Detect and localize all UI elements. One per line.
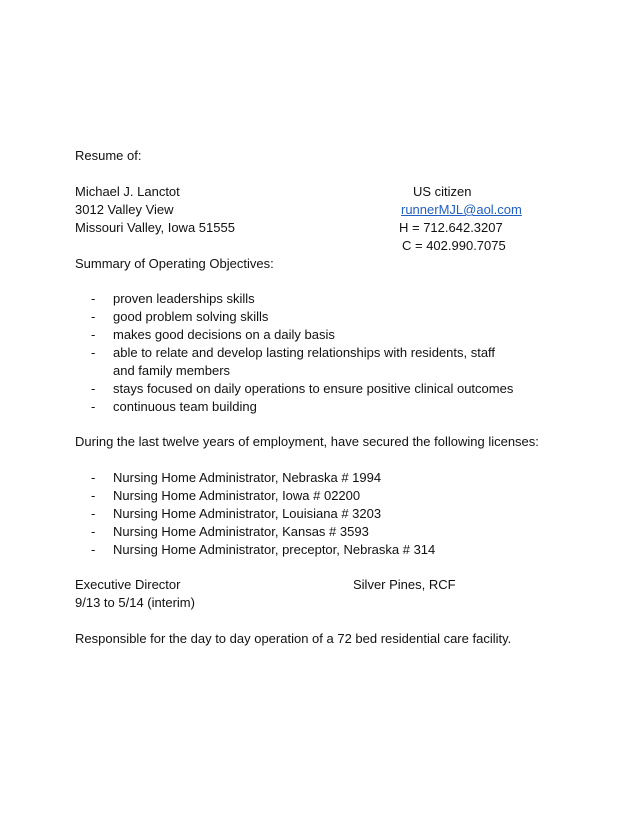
- address-line-1: 3012 Valley View: [75, 202, 174, 217]
- address-line-2: Missouri Valley, Iowa 51555: [75, 220, 235, 235]
- objective-item: proven leaderships skills: [113, 291, 255, 306]
- bullet-dash: -: [91, 506, 96, 521]
- bullet-dash: -: [91, 309, 96, 324]
- bullet-dash: -: [91, 399, 96, 414]
- license-item: Nursing Home Administrator, Louisiana # 3203: [113, 506, 382, 521]
- objective-item: makes good decisions on a daily basis: [113, 327, 335, 342]
- bullet-dash: -: [91, 381, 96, 396]
- job-title: Executive Director: [75, 577, 181, 592]
- email-link[interactable]: runnerMJL@aol.com: [401, 202, 522, 217]
- objective-item: able to relate and develop lasting relationships with residents, staff: [113, 345, 496, 360]
- objective-item: good problem solving skills: [113, 309, 269, 324]
- license-item: Nursing Home Administrator, Kansas # 3593: [113, 524, 369, 539]
- license-item: Nursing Home Administrator, Iowa # 02200: [113, 488, 361, 503]
- bullet-dash: -: [91, 291, 96, 306]
- objective-item-continuation: and family members: [113, 363, 231, 378]
- bullet-dash: -: [91, 470, 96, 485]
- applicant-name: Michael J. Lanctot: [75, 184, 180, 199]
- home-phone: H = 712.642.3207: [399, 220, 503, 235]
- summary-heading: Summary of Operating Objectives:: [75, 256, 274, 271]
- license-item: Nursing Home Administrator, preceptor, Nebraska # 314: [113, 542, 436, 557]
- cell-phone: C = 402.990.7075: [402, 238, 506, 253]
- citizenship-text: US citizen: [413, 184, 472, 199]
- bullet-dash: -: [91, 524, 96, 539]
- job-dates: 9/13 to 5/14 (interim): [75, 595, 195, 610]
- license-item: Nursing Home Administrator, Nebraska # 1994: [113, 470, 382, 485]
- bullet-dash: -: [91, 542, 96, 557]
- bullet-dash: -: [91, 345, 96, 360]
- objective-item: stays focused on daily operations to ensure positive clinical outcomes: [113, 381, 514, 396]
- resume-heading: Resume of:: [75, 148, 142, 163]
- job-description: Responsible for the day to day operation of a 72 bed residential care facility.: [75, 631, 512, 646]
- bullet-dash: -: [91, 327, 96, 342]
- licenses-intro: During the last twelve years of employment, have secured the following licenses:: [75, 434, 539, 449]
- objective-item: continuous team building: [113, 399, 257, 414]
- bullet-dash: -: [91, 488, 96, 503]
- job-employer: Silver Pines, RCF: [353, 577, 456, 592]
